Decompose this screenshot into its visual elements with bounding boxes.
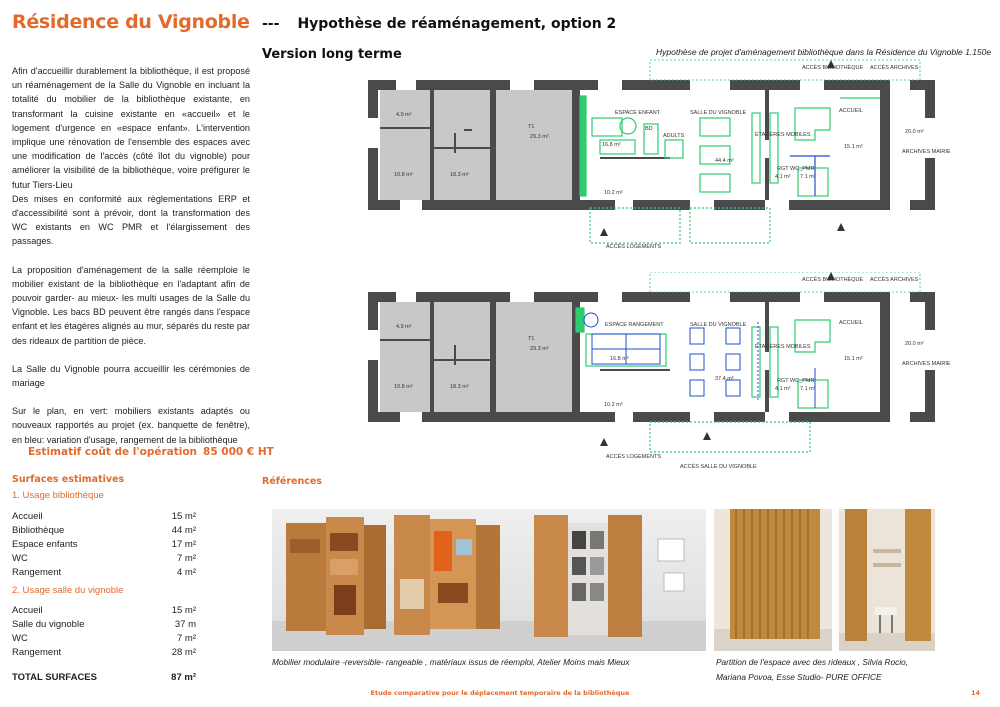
table-row: WC 7 m² [12,553,196,564]
plan2-area: 29.3 m² [530,346,549,352]
caption-furniture: Mobilier modulaire -reversible- rangeable , matériaux issus de réemploi, Atelier Moins mais Mieux [272,657,630,667]
plan1-label-acces-arch: ACCÈS ARCHIVES [870,65,919,71]
table-row: Salle du vignoble 37 m [12,619,196,630]
plan1-area: 4.9 m² [396,112,412,118]
caption-curtains-2: Mariana Povoa, Esse Studio- PURE OFFICE [716,672,882,682]
table-row: Accueil 15 m² [12,605,196,616]
plan1-label-acces-log: ACCÈS LOGEMENTS [606,244,662,250]
plan1-label-salle: SALLE DU VIGNOBLE [690,110,747,116]
plan1-area: 7.1 m² [800,174,816,180]
plan2-label-espace-rangement: ESPACE RANGEMENT [605,322,664,328]
plan1-label-accueil: ACCUEIL [839,108,863,114]
plan2-label-acces-arch: ACCÈS ARCHIVES [870,277,919,283]
cost-amount: 85 000 € HT [203,446,274,458]
plan1-label-acces-top: ACCÈS BIBLIOTHÈQUE [802,65,864,71]
plan2-area: 4.1 m² [775,386,791,392]
plan2-label-acces-top: ACCÈS BIBLIOTHÈQUE [802,277,864,283]
subtitle-text: Hypothèse de réaménagement, option 2 [297,16,617,32]
intro-p4: Sur le plan, en vert: mobiliers existants adaptés ou nouveaux rapportés au projet (ex. banquette de fenêtre), en bleu: variation d'usage, rangement de la bibliothèque [12,406,250,445]
footer-text: Etude comparative pour le déplacement temporaire de la bibliothèque [370,689,630,697]
plan2-area: 18.3 m² [450,384,469,390]
plan2-area: 15.1 m² [844,356,863,362]
plan2-label-etageres: ÉTAGÈRES MOBILES [755,344,811,350]
plan1-label-rgt: RGT [777,166,789,172]
curtain-photo-1 [714,509,832,651]
table-row: Espace enfants 17 m² [12,539,196,550]
usage2-title: 2. Usage salle du vignoble [12,585,124,596]
plan1-area: 10.8 m² [394,172,413,178]
plan1-label-wc: WC_PMR [790,166,815,172]
plan2-label-archives: ARCHIVES MAIRIE [902,361,951,367]
usage1-title: 1. Usage bibliothèque [12,490,104,501]
cost-estimate [28,446,274,458]
page-subtitle [262,16,616,32]
plan2-label-accueil: ACCUEIL [839,320,863,326]
plan2-area: 7.1 m² [800,386,816,392]
table-row: Rangement 4 m² [12,567,196,578]
intro-p3: La Salle du Vignoble pourra accueillir les cérémonies de mariage [12,363,250,389]
intro-p1b: Des mises en conformité aux règlementations ERP et d'accessibilité sont à prévoir, dont la transformation des WC existants en WC PMR et l'élargissement des passages. [12,193,250,247]
plan2-label-t1: T1 [528,336,535,342]
floor-plan-2 [360,272,1000,472]
page-number: 14 [971,689,981,697]
plan2-label-acces-salle: ACCÈS SALLE DU VIGNOBLE [680,464,757,470]
intro-p1: Afin d'accueillir durablement la bibliothèque, il est proposé un réaménagement de la Salle du Vignoble en incluant la totalité du mobilier de la bibliothèque existante, en transformant la cuisine existante en «accueil» et le logement d'urgence en «espace enfant». L'intervention implique une rénovation de l'ensemble des espaces avec une modification de l'accès (côté îlot du vignoble) pour améliorer la visibilité de la bibliothèque, voire préfigurer le futur Tiers-Lieu [12,66,250,190]
plan1-area: 4.1 m² [775,174,791,180]
plan1-label-espace-enfant: ESPACE ENFANT [615,110,661,116]
plan1-label-t1: T1 [528,124,535,130]
plan1-label-archives: ARCHIVES MAIRIE [902,149,951,155]
plan2-area: 10.2 m² [604,402,623,408]
page-title: Résidence du Vignoble [12,11,250,33]
plan1-label-bd: BD [645,126,653,132]
plan2-label-salle: SALLE DU VIGNOBLE [690,322,747,328]
caption-curtains-1: Partition de l'espace avec des rideaux , Silvia Rocio, [716,657,909,667]
table-row: Rangement 28 m² [12,647,196,658]
plan1-label-adultes: ADULTS [663,133,685,139]
plan2-label-acces-log: ACCÈS LOGEMENTS [606,454,662,460]
plan-caption: Hypothèse de projet d'aménagement bibliothèque dans la Résidence du Vignoble 1.150e [656,47,992,57]
plan2-area: 20.0 m² [905,341,924,347]
references-title: Références [262,476,322,487]
plan1-area: 15.1 m² [844,144,863,150]
plan1-area: 16.8 m² [602,142,621,148]
total-row: TOTAL SURFACES 87 m² [12,672,196,683]
plan1-area: 29.3 m² [530,134,549,140]
plan1-area: 10.2 m² [604,190,623,196]
furniture-photo [272,509,706,651]
surfaces-title: Surfaces estimatives [12,474,125,485]
plan2-area: 10.8 m² [394,384,413,390]
plan2-area: 4.9 m² [396,324,412,330]
plan2-label-wc: WC_PMR [790,378,815,384]
plan1-area: 44.4 m² [715,158,734,164]
subtitle-dash: --- [262,16,280,32]
plan2-area: 16.8 m² [610,356,629,362]
floor-plan-1 [360,58,1000,268]
intro-p2: La proposition d'aménagement de la salle réemploie le mobilier existant de la bibliothèque en l'adaptant afin de pouvoir garder- au mieux- les multi usages de la Salle du Vignoble. Les bacs BD peuvent être rangés dans l'espace enfant et les étagères alignés au mur, séparés du reste par des rideaux de partition de pièce. [12,264,250,346]
intro-text [12,64,250,461]
plan1-area: 18.3 m² [450,172,469,178]
cost-label: Estimatif coût de l'opération [28,446,198,458]
table-row: Bibliothèque 44 m² [12,525,196,536]
plan1-label-etageres: ÉTAGÈRES MOBILES [755,132,811,138]
curtain-photo-2 [839,509,935,651]
plan1-area: 20.0 m² [905,129,924,135]
table-row: Accueil 15 m² [12,511,196,522]
plan2-label-rgt: RGT [777,378,789,384]
table-row: WC 7 m² [12,633,196,644]
plan2-area: 37.4 m² [715,376,734,382]
version-heading: Version long terme [262,47,402,62]
